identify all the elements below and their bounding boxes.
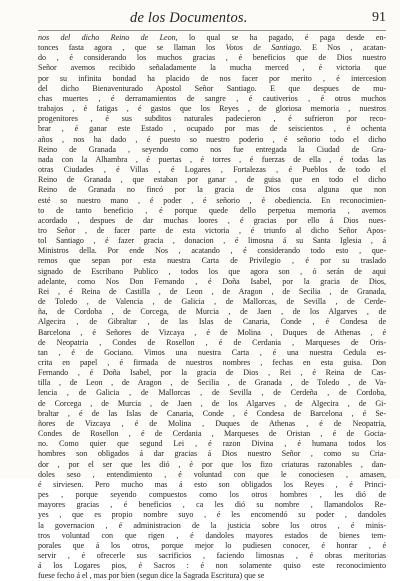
page-number: 91 (372, 10, 386, 25)
text-line: tonces fasta agora , que se llaman los Votos de Santiago. E Nos , acatan- (38, 43, 386, 53)
text-line: braltar , é de las Islas de Canaria, Conde , é Condesa de Barcelona , é Se- (38, 408, 386, 418)
text-line: crita en papel , é firmada de nuestros nombres , fechas en esta guisa. Don (38, 358, 386, 367)
text-line: del dicho Bienaventurado Apostol Señor Santiago. E que despues de mu- (38, 83, 386, 93)
text-line: mayores gracias , é beneficios , ca les dió su nombre , llamandolos Re- (38, 500, 386, 510)
text-line: Fernando , é Doña Isabel, por la gracia de Dios , Rei , é Reina de Cas- (38, 368, 386, 378)
text-line: otras Ciudades , é Villas , é Logares , Fortalezas , é Pueblos de todo el (38, 165, 386, 175)
text-line: do , é considerando los muchos gracias , é beneficios que de Dios nuestro (38, 53, 386, 63)
text-line: pes , porque seyendo compuestos como los otros hombres , les dió de (38, 490, 386, 500)
running-head (130, 8, 386, 30)
text-line: porales que á los otros, porque mejor lo pudiesen conocer, é honrar , é (38, 540, 386, 550)
text-line: doles seso , entendimiento , é voluntad con que le conociesen , amasen, (38, 469, 386, 479)
text-line: Condes de Rosellon , é de Cerdania , Marqueses de Oristan , é de Gocia- (38, 429, 386, 439)
text-line: chas muertes , é derramamientos de sangre , é cautiverios , é otros muchos (38, 93, 386, 103)
text-line: tol Santiago , é fazer gracia , donacion , é limosna á su Santa Iglesia , á (38, 236, 386, 246)
body-text (38, 33, 386, 581)
text-line: ñores de Vizcaya , é de Molina , Duques de Athenas , é de Neopatria, (38, 418, 386, 428)
text-line: Rei , é Reina de Castilla , de Leon , de Aragon , de Secilia , de Granada, (38, 286, 386, 296)
text-line: é sirviesen. Pero mucho mas á esto son obligados los Reyes , é Princi- (38, 479, 386, 489)
text-line: to de tanto beneficio , é porque quede dello perpetua memoria , avemos (38, 205, 386, 215)
text-line: Algecira , de Gibraltar , de las Islas de Canaria, Conde , é Condesa de (38, 317, 386, 327)
text-line: tan , é de Gociano. Vimos una nuestra Carta , é una nuestra Cedula es- (38, 347, 386, 357)
text-line: nos del dicho Reino de Leon, lo qual se ha pagado, é paga desde en- (38, 33, 386, 42)
text-line: nada con la Alhambra , é puertas , é torres , é fuerzas de ella , é todas las (38, 154, 386, 164)
running-title: de los Documentos. (130, 10, 248, 26)
text-line: Reino de Granada no fincó por la gracia de Dios cosa alguna que non (38, 185, 386, 195)
text-line: adelante, como Nos Don Fernando , é Doña Isabel, por la gracia de Dios, (38, 276, 386, 286)
text-line: Señor avemos recibido señaladamente la mucha merced , é victoria que (38, 63, 386, 73)
text-line: progenitores , é sus subditos naturales padecieron , é sufrieron por reco- (38, 114, 386, 124)
text-line: de Toledo , de Valencia , de Galicia , de Mallorcas, de Sevilla , de Cerde- (38, 297, 386, 307)
header-rule (38, 30, 386, 31)
text-line: brar , é ganar este Estado , ocupado por mas de seiscientos , é ochenta (38, 124, 386, 134)
text-line: tros voluntad con que rigen , é dandoles mayores estados de bienes tem- (38, 530, 386, 540)
text-line: años , nos ha dado , é puesto so nuestro poderio , é señorio todo el dicho (38, 134, 386, 144)
text-line: lencia , de Galicia , de Mallorcas , de Sevilla , de Cerdeña , de Cordoba, (38, 388, 386, 398)
text-line: tro Señor , de facer parte de esta victoria , é triunfo al dicho Señor Apos- (38, 225, 386, 235)
text-line: esté so nuestro mano , é poder , é señorio , é obediencia. En reconocimien- (38, 195, 386, 205)
text-line: á los Logares pios, é Sacros : é non solamente quiso este reconocimiento (38, 561, 386, 571)
text-line: Reino de Granada , seyendo como nos fue entregada la Ciudad de Gra- (38, 144, 386, 154)
text-line: de Neopatria , Condes de Rosellon , é de Cerdania , Marqueses de Oris- (38, 337, 386, 347)
text-line: acordado , despues de dar muchas loores , é gracias por ello á Dios nues- (38, 215, 386, 225)
text-line: de Corcega , de Murcia , de Jaen , de los Algarves , de Algecira , de Gi- (38, 398, 386, 408)
text-line: la governacion , é administracion de la justicia sobre los otros , é minis- (38, 520, 386, 530)
text-line: por su infinita bondad ha placido de nos facer por merito , é intercesion (38, 73, 386, 83)
text-line: signado de Escribano Publico , todos los que agora son , ó serán de aqui (38, 266, 386, 276)
text-line: Barcelona , é Señores de Vizcaya , é de Molina , Duques de Athenas , é (38, 327, 386, 337)
text-line: Ministros della. Por ende Nos , acatando , é considerando todo esto , que- (38, 246, 386, 256)
text-line: trabajos , é fatigas , é gastos que los Reyes , de gloriosa memoria , nuestros (38, 104, 386, 114)
text-line: servir , é ofrecerle sus sacrificios , faciendo limosnas , é obras meritorias (38, 550, 386, 560)
text-line: Reino de Granada , que estaban por ganar , de guisa que en todo el dicho (38, 175, 386, 185)
text-line: yes , que es propio nombre suyo , é les encomendó su poder , dandoles (38, 510, 386, 520)
text-line: dor , por el ser que les dió , é por que los fizo criaturas razonables , dan- (38, 459, 386, 469)
text-line: no. Como quier que segund Lei , é razon Divina , é humana todos los (38, 439, 386, 449)
text-line: tilla , de Leon , de Aragon , de Secilia , de Granada , de Toledo , de Va- (38, 378, 386, 388)
text-line: ña, de Cordoba , de Corcega, de Murcia , de Jaen , de los Algarves , de (38, 307, 386, 317)
text-line: hombres son obligados á dar gracias á Dios nuestro Señor , como su Cria- (38, 449, 386, 459)
text-line: remos que sepan por esta nuestra Carta de Privilegio , é por su traslado (38, 256, 386, 266)
text-line: fuese fecho á el , mas por bien (segun dice la Sagrada Escritura) que se (38, 571, 265, 581)
